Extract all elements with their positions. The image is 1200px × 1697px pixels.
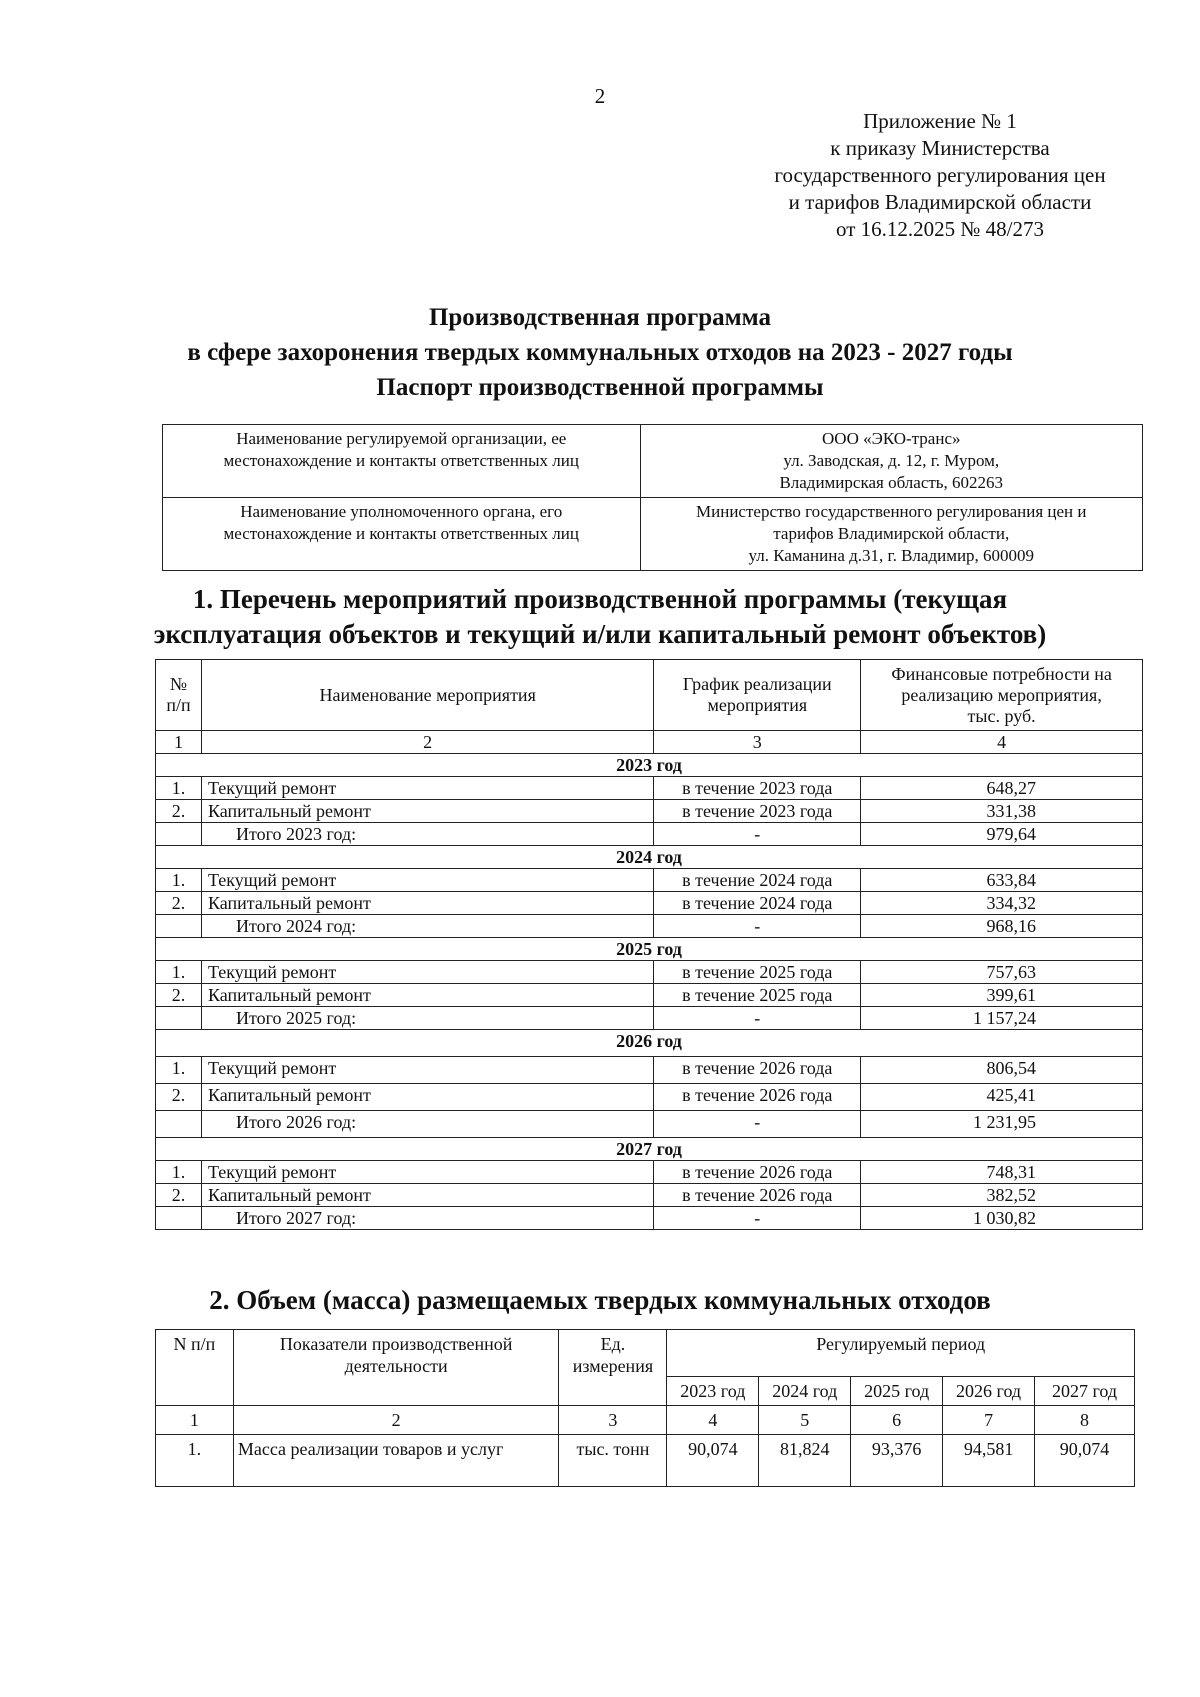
column-number: 4 (861, 731, 1143, 754)
header-cell-num (156, 660, 202, 731)
row-number: 1. (156, 1435, 234, 1487)
document-title (60, 300, 1140, 405)
text-line: деятельности (344, 1356, 448, 1376)
year-label: 2025 год (156, 938, 1143, 961)
empty-cell (156, 1007, 202, 1030)
event-name: Текущий ремонт (201, 961, 653, 984)
text-line: Финансовые потребности на (891, 663, 1112, 684)
year-header: 2023 год (667, 1377, 759, 1406)
year-label: 2027 год (156, 1138, 1143, 1161)
event-schedule: в течение 2026 года (654, 1057, 861, 1084)
total-row (156, 1007, 1143, 1030)
text-line: Владимирская область, 602263 (779, 473, 1004, 492)
unit: тыс. тонн (559, 1435, 667, 1487)
passport-value (640, 425, 1142, 498)
empty-cell (156, 1207, 202, 1230)
total-schedule: - (654, 1111, 861, 1138)
column-number: 5 (759, 1406, 851, 1435)
row-number: 2. (156, 984, 202, 1007)
event-amount: 757,63 (861, 961, 1143, 984)
passport-label (163, 498, 641, 571)
text-line: местонахождение и контакты ответственных лиц (223, 451, 579, 470)
total-row (156, 1111, 1143, 1138)
value-cell: 90,074 (1035, 1435, 1135, 1487)
total-amount: 1 030,82 (861, 1207, 1143, 1230)
event-name: Текущий ремонт (201, 777, 653, 800)
empty-cell (156, 823, 202, 846)
passport-row (163, 425, 1143, 498)
row-number: 2. (156, 1184, 202, 1207)
title-line: Производственная программа (428, 304, 772, 331)
column-number: 3 (559, 1406, 667, 1435)
value-cell: 93,376 (851, 1435, 943, 1487)
row-number: 2. (156, 892, 202, 915)
total-schedule: - (654, 823, 861, 846)
header-cell-indicator (233, 1330, 559, 1406)
event-row (156, 892, 1143, 915)
column-number-row (156, 731, 1143, 754)
text-line: мероприятия (707, 695, 808, 715)
event-row (156, 800, 1143, 823)
total-amount: 1 157,24 (861, 1007, 1143, 1030)
total-row (156, 1207, 1143, 1230)
text-line: измерения (572, 1356, 654, 1376)
event-name: Текущий ремонт (201, 1161, 653, 1184)
event-schedule: в течение 2025 года (654, 961, 861, 984)
passport-label (163, 425, 641, 498)
appendix-line: и тарифов Владимирской области (788, 190, 1092, 214)
appendix-line: Приложение № 1 (863, 109, 1017, 133)
event-amount: 748,31 (861, 1161, 1143, 1184)
events-header-row (156, 660, 1143, 731)
total-label: Итого 2025 год: (201, 1007, 653, 1030)
event-name: Капитальный ремонт (201, 800, 653, 823)
empty-cell (156, 915, 202, 938)
event-name: Капитальный ремонт (201, 1184, 653, 1207)
text-line: местонахождение и контакты ответственных лиц (223, 524, 579, 543)
event-name: Текущий ремонт (201, 869, 653, 892)
year-row (156, 846, 1143, 869)
title-line: в сфере захоронения твердых коммунальных отходов на 2023 - 2027 годы (187, 339, 1013, 366)
volume-data-row (156, 1435, 1135, 1487)
row-number: 1. (156, 777, 202, 800)
year-header: 2027 год (1035, 1377, 1135, 1406)
text-line: тарифов Владимирской области, (773, 524, 1010, 543)
indicator-name: Масса реализации товаров и услуг (233, 1435, 559, 1487)
event-schedule: в течение 2024 года (654, 869, 861, 892)
appendix-block (700, 108, 1180, 243)
heading-line: 1. Перечень мероприятий производственной программы (текущая (192, 584, 1008, 614)
year-row (156, 1030, 1143, 1057)
year-label: 2024 год (156, 846, 1143, 869)
event-schedule: в течение 2026 года (654, 1161, 861, 1184)
row-number: 1. (156, 869, 202, 892)
event-row (156, 869, 1143, 892)
text-line: Показатели производственной (279, 1334, 513, 1354)
row-number: 2. (156, 800, 202, 823)
row-number: 1. (156, 961, 202, 984)
event-amount: 425,41 (861, 1084, 1143, 1111)
event-name: Текущий ремонт (201, 1057, 653, 1084)
column-number: 4 (667, 1406, 759, 1435)
event-amount: 806,54 (861, 1057, 1143, 1084)
total-label: Итого 2023 год: (201, 823, 653, 846)
event-row (156, 1057, 1143, 1084)
header-cell-schedule (654, 660, 861, 731)
value-cell: 81,824 (759, 1435, 851, 1487)
text-line: График реализации (682, 674, 832, 694)
year-header: 2024 год (759, 1377, 851, 1406)
event-row (156, 1184, 1143, 1207)
event-schedule: в течение 2023 года (654, 777, 861, 800)
empty-cell (156, 1111, 202, 1138)
appendix-line: от 16.12.2025 № 48/273 (835, 217, 1045, 241)
appendix-line: государственного регулирования цен (774, 163, 1106, 187)
column-number: 8 (1035, 1406, 1135, 1435)
event-row (156, 1084, 1143, 1111)
total-row (156, 823, 1143, 846)
event-schedule: в течение 2023 года (654, 800, 861, 823)
total-label: Итого 2024 год: (201, 915, 653, 938)
passport-row (163, 498, 1143, 571)
column-number: 7 (943, 1406, 1035, 1435)
row-number: 2. (156, 1084, 202, 1111)
event-schedule: в течение 2026 года (654, 1084, 861, 1111)
text-line: ул. Заводская, д. 12, г. Муром, (783, 451, 1000, 470)
section2-heading: 2. Объем (масса) размещаемых твердых коммунальных отходов (209, 1285, 991, 1315)
value-cell: 94,581 (943, 1435, 1035, 1487)
header-cell-period: Регулируемый период (667, 1330, 1135, 1377)
total-schedule: - (654, 1007, 861, 1030)
event-row (156, 984, 1143, 1007)
total-label: Итого 2026 год: (201, 1111, 653, 1138)
text-line: № (169, 674, 188, 694)
value-cell: 90,074 (667, 1435, 759, 1487)
column-number: 2 (233, 1406, 559, 1435)
column-number: 1 (156, 731, 202, 754)
event-amount: 648,27 (861, 777, 1143, 800)
passport-table (162, 424, 1143, 571)
appendix-line: к приказу Министерства (830, 136, 1050, 160)
text-line: тыс. руб. (967, 705, 1036, 726)
row-number: 1. (156, 1161, 202, 1184)
text-line: Ед. (600, 1334, 626, 1354)
column-number: 6 (851, 1406, 943, 1435)
events-table (155, 659, 1143, 1230)
header-cell-unit (559, 1330, 667, 1406)
year-label: 2023 год (156, 754, 1143, 777)
event-row (156, 961, 1143, 984)
column-number: 3 (654, 731, 861, 754)
event-amount: 331,38 (861, 800, 1143, 823)
event-schedule: в течение 2026 года (654, 1184, 861, 1207)
year-header: 2025 год (851, 1377, 943, 1406)
event-schedule: в течение 2025 года (654, 984, 861, 1007)
text-line: ООО «ЭКО-транс» (822, 429, 961, 448)
event-amount: 399,61 (861, 984, 1143, 1007)
row-number: 1. (156, 1057, 202, 1084)
text-line: п/п (166, 695, 191, 715)
heading-line: эксплуатация объектов и текущий и/или капитальный ремонт объектов) (153, 619, 1047, 649)
year-label: 2026 год (156, 1030, 1143, 1057)
event-amount: 382,52 (861, 1184, 1143, 1207)
total-amount: 968,16 (861, 915, 1143, 938)
text-line: ул. Каманина д.31, г. Владимир, 600009 (748, 546, 1035, 565)
total-schedule: - (654, 915, 861, 938)
column-number: 1 (156, 1406, 234, 1435)
header-cell-name: Наименование мероприятия (201, 660, 653, 731)
page-number: 2 (594, 84, 606, 108)
text-line: реализацию мероприятия, (901, 684, 1102, 705)
total-row (156, 915, 1143, 938)
total-amount: 979,64 (861, 823, 1143, 846)
text-line: Наименование уполномоченного органа, его (240, 502, 563, 521)
year-row (156, 938, 1143, 961)
column-number: 2 (201, 731, 653, 754)
volume-colnum-row (156, 1406, 1135, 1435)
header-cell-num: N п/п (156, 1330, 234, 1406)
total-amount: 1 231,95 (861, 1111, 1143, 1138)
event-name: Капитальный ремонт (201, 892, 653, 915)
volume-header-row (156, 1330, 1135, 1377)
event-name: Капитальный ремонт (201, 1084, 653, 1111)
passport-value (640, 498, 1142, 571)
event-amount: 334,32 (861, 892, 1143, 915)
total-label: Итого 2027 год: (201, 1207, 653, 1230)
text-line: Наименование регулируемой организации, ее (236, 429, 567, 448)
event-schedule: в течение 2024 года (654, 892, 861, 915)
volume-table (155, 1329, 1135, 1487)
year-row (156, 754, 1143, 777)
section1-heading (60, 582, 1140, 652)
header-cell-finance (861, 660, 1143, 731)
total-schedule: - (654, 1207, 861, 1230)
year-header: 2026 год (943, 1377, 1035, 1406)
event-amount: 633,84 (861, 869, 1143, 892)
year-row (156, 1138, 1143, 1161)
title-line: Паспорт производственной программы (376, 374, 824, 401)
event-row (156, 1161, 1143, 1184)
event-row (156, 777, 1143, 800)
event-name: Капитальный ремонт (201, 984, 653, 1007)
text-line: Министерство государственного регулирования цен и (696, 502, 1087, 521)
